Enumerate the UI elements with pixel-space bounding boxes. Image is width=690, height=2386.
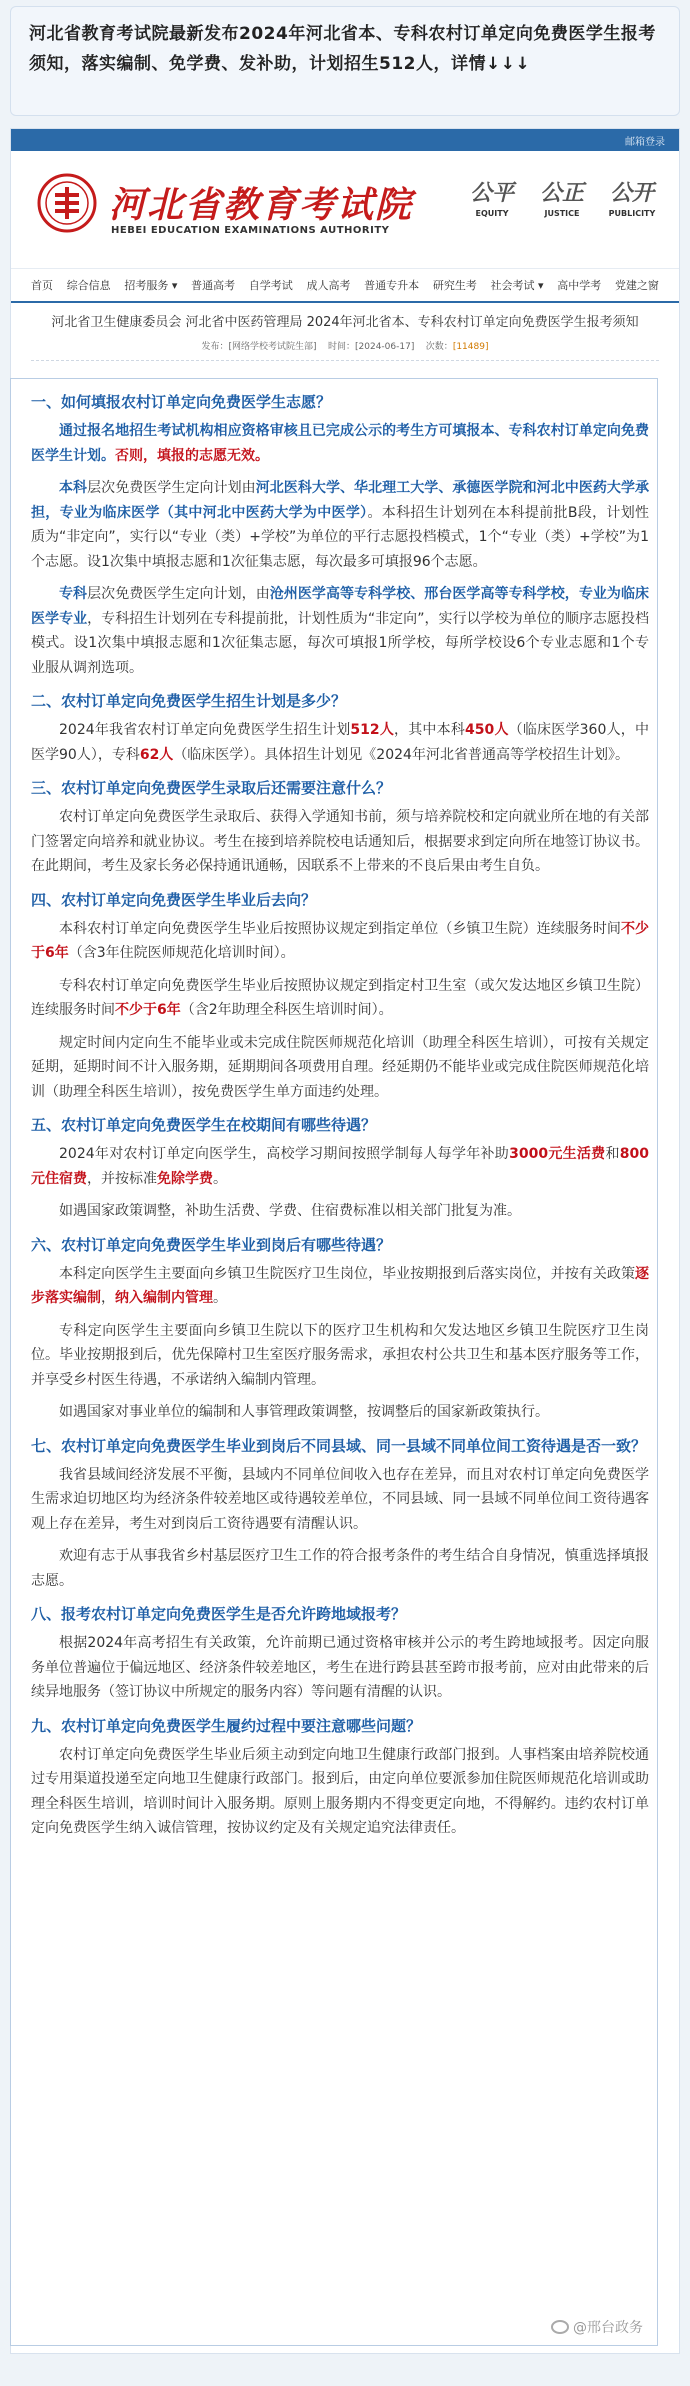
nav-item-services[interactable]: 招考服务 ▾: [124, 279, 178, 292]
paragraph: 专科定向医学生主要面向乡镇卫生院以下的医疗卫生机构和欠发达地区乡镇卫生院医疗卫生岗位。毕业按期报到后，优先保障村卫生室医疗服务需求，承担农村公共卫生和基本医疗服务等工作，并享受乡村医生待遇，不承诺纳入编制内管理。: [31, 1322, 649, 1388]
headline-box: [10, 6, 680, 116]
paragraph: 专科层次免费医学生定向计划，由沧州医学高等专科学校、邢台医学高等专科学校，专业为临床医学专业，专科招生计划列在专科提前批，计划性质为“非定向”，实行以学校为单位的顺序志愿投档模式。设1次集中填报志愿和1次征集志愿，每次可填报1所学校，每所学校设6个专业志愿和1个专业服从调剂选项。: [31, 586, 650, 676]
section-heading-6: 六、农村订单定向免费医学生毕业到岗后有哪些待遇？: [31, 1235, 392, 1254]
headline: 河北省教育考试院最新发布2024年河北省本、专科农村订单定向免费医学生报考须知，落实编制、免学费、发补助，计划招生512人，详情↓↓↓: [29, 24, 656, 74]
site-title[interactable]: 河北省教育考试院: [109, 185, 414, 226]
nav-item-academic[interactable]: 高中学考: [557, 279, 602, 292]
paragraph: 如遇国家政策调整，补助生活费、学费、住宿费标准以相关部门批复为准。: [59, 1203, 521, 1219]
section-heading-5: 五、农村订单定向免费医学生在校期间有哪些待遇？: [31, 1116, 377, 1134]
paragraph: 我省县域间经济发展不平衡，县域内不同单位间收入也存在差异，而且对农村订单定向免费医学生需求迫切地区均为经济条件较差地区或待遇较差单位，不同县域、同一县域不同单位间工资待遇客观上存在差异，考生对到岗后工资待遇要有清醒认识。: [31, 1466, 649, 1532]
nav-item-adult[interactable]: 成人高考: [306, 279, 351, 292]
nav-item-general[interactable]: 综合信息: [66, 279, 111, 292]
article-source: 发布：[网络学校考试院生部]: [201, 342, 317, 352]
main-nav: [11, 269, 679, 303]
nav-item-party[interactable]: 党建之窗: [614, 279, 659, 292]
section-heading-8: 八、报考农村订单定向免费医学生是否允许跨地域报考？: [31, 1605, 407, 1623]
watermark: @邢台政务: [551, 2317, 643, 2337]
section-heading-3: 三、农村订单定向免费医学生录取后还需要注意什么？: [31, 779, 392, 797]
paragraph: 农村订单定向免费医学生毕业后须主动到定向地卫生健康行政部门报到。人事档案由培养院校通过专用渠道投递至定向地卫生健康行政部门。报到后，由定向单位要派参加住院医师规范化培训或助理全科医生培训，培训时间计入服务期。原则上服务期内不得变更定向地，不得解约。违约农村订单定向免费医学生纳入诚信管理，按协议约定及有关规定追究法律责任。: [31, 1746, 649, 1836]
paragraph: 如遇国家对事业单位的编制和人事管理政策调整，按调整后的国家新政策执行。: [59, 1404, 549, 1420]
top-strip: [11, 129, 679, 151]
section-heading-2: 二、农村订单定向免费医学生招生计划是多少？: [31, 692, 347, 710]
nav-item-gaokao[interactable]: 普通高考: [191, 279, 236, 292]
article-meta: [11, 339, 679, 352]
paragraph: 专科农村订单定向免费医学生毕业后按照协议规定到指定村卫生室（或欠发达地区乡镇卫生院）连续服务时间不少于6年（含2年助理全科医生培训时间）。: [31, 977, 649, 1018]
article-body: [10, 378, 658, 2346]
article-title: 河北省卫生健康委员会 河北省中医药管理局 2024年河北省本、专科农村订单定向免费医学生报考须知: [51, 315, 639, 330]
paragraph: 农村订单定向免费医学生录取后、获得入学通知书前，须与培养院校和定向就业所在地的有关部门签署定向培养和就业协议。考生在接到培养院校电话通知后，根据要求到定向所在地签订协议书。在此期间，考生及家长务必保持通讯通畅，因联系不上带来的不良后果由考生自负。: [31, 809, 649, 874]
paragraph: 根据2024年高考招生有关政策，允许前期已通过资格审核并公示的考生跨地域报考。因定向服务单位普遍位于偏远地区、经济条件较差地区，考生在进行跨县甚至跨市报考前，应对由此带来的后续异地服务（签订协议中所规定的服务内容）等问题有清醒的认识。: [31, 1635, 649, 1700]
paragraph: 本科农村订单定向免费医学生毕业后按照协议规定到指定单位（乡镇卫生院）连续服务时间不少于6年（含3年住院医师规范化培训时间）。: [31, 920, 650, 961]
site-subtitle: HEBEI EDUCATION EXAMINATIONS AUTHORITY: [111, 225, 390, 236]
section-heading-9: 九、农村订单定向免费医学生履约过程中要注意哪些问题？: [31, 1716, 422, 1735]
motto-equity: 公平 EQUITY: [469, 181, 514, 218]
motto-justice: 公正 JUSTICE: [539, 181, 584, 218]
divider: [31, 360, 659, 361]
emblem-icon: [37, 173, 97, 233]
section-heading-1: 一、如何填报农村订单定向免费医学生志愿？: [31, 393, 332, 411]
paragraph: 本科定向医学生主要面向乡镇卫生院医疗卫生岗位，毕业按期报到后落实岗位，并按有关政策逐步落实编制，纳入编制内管理。: [31, 1265, 649, 1306]
paragraph: 规定时间内定向生不能毕业或未完成住院医师规范化培训（助理全科医生培训），可按有关规定延期，延期时间不计入服务期，延期期间各项费用自理。经延期仍不能毕业或完成住院医师规范化培训（助理全科医生培训），按免费医学生单方面违约处理。: [31, 1034, 649, 1100]
article-date: 时间：[2024-06-17]: [328, 342, 415, 352]
article-views: [11489]: [452, 342, 489, 352]
motto-group: [465, 181, 659, 218]
motto-publicity: 公开 PUBLICITY: [608, 181, 656, 218]
paragraph: 通过报名地招生考试机构相应资格审核且已完成公示的考生方可填报本、专科农村订单定向免费医学生计划。否则，填报的志愿无效。: [31, 423, 649, 464]
site-banner: [11, 151, 679, 269]
paragraph: 本科层次免费医学生定向计划由河北医科大学、华北理工大学、承德医学院和河北中医药大学承担，专业为临床医学（其中河北中医药大学为中医学）。本科招生计划列在本科提前批B段，计划性质为“非定向”，实行以“专业（类）+学校”为单位的平行志愿投档模式，1个“专业（类）+学校”为1个志愿。设1次集中填报志愿和1次征集志愿，每次最多可填报96个志愿。: [31, 480, 650, 570]
nav-item-upgrade[interactable]: 普通专升本: [364, 279, 420, 292]
nav-item-self-study[interactable]: 自学考试: [248, 279, 293, 292]
weibo-icon: [551, 2320, 569, 2334]
paragraph: 欢迎有志于从事我省乡村基层医疗卫生工作的符合报考条件的考生结合自身情况，慎重选择填报志愿。: [31, 1548, 649, 1589]
nav-item-home[interactable]: 首页: [31, 279, 53, 292]
section-heading-4: 四、农村订单定向免费医学生毕业后去向？: [31, 890, 317, 909]
login-link[interactable]: 邮箱登录: [625, 137, 665, 148]
nav-item-graduate[interactable]: 研究生考: [432, 279, 477, 292]
nav-item-social[interactable]: 社会考试 ▾: [490, 279, 544, 292]
section-heading-7: 七、农村订单定向免费医学生毕业到岗后不同县域、同一县域不同单位间工资待遇是否一致？: [31, 1436, 647, 1455]
article-views-label: 次数：: [425, 342, 453, 352]
paragraph: 2024年我省农村订单定向免费医学生招生计划512人，其中本科450人（临床医学360人，中医学90人），专科62人（临床医学）。具体招生计划见《2024年河北省普通高等学校招生计划》。: [31, 722, 649, 763]
paragraph: 2024年对农村订单定向医学生，高校学习期间按照学制每人每学年补助3000元生活费和800元住宿费，并按标准免除学费。: [31, 1146, 650, 1187]
